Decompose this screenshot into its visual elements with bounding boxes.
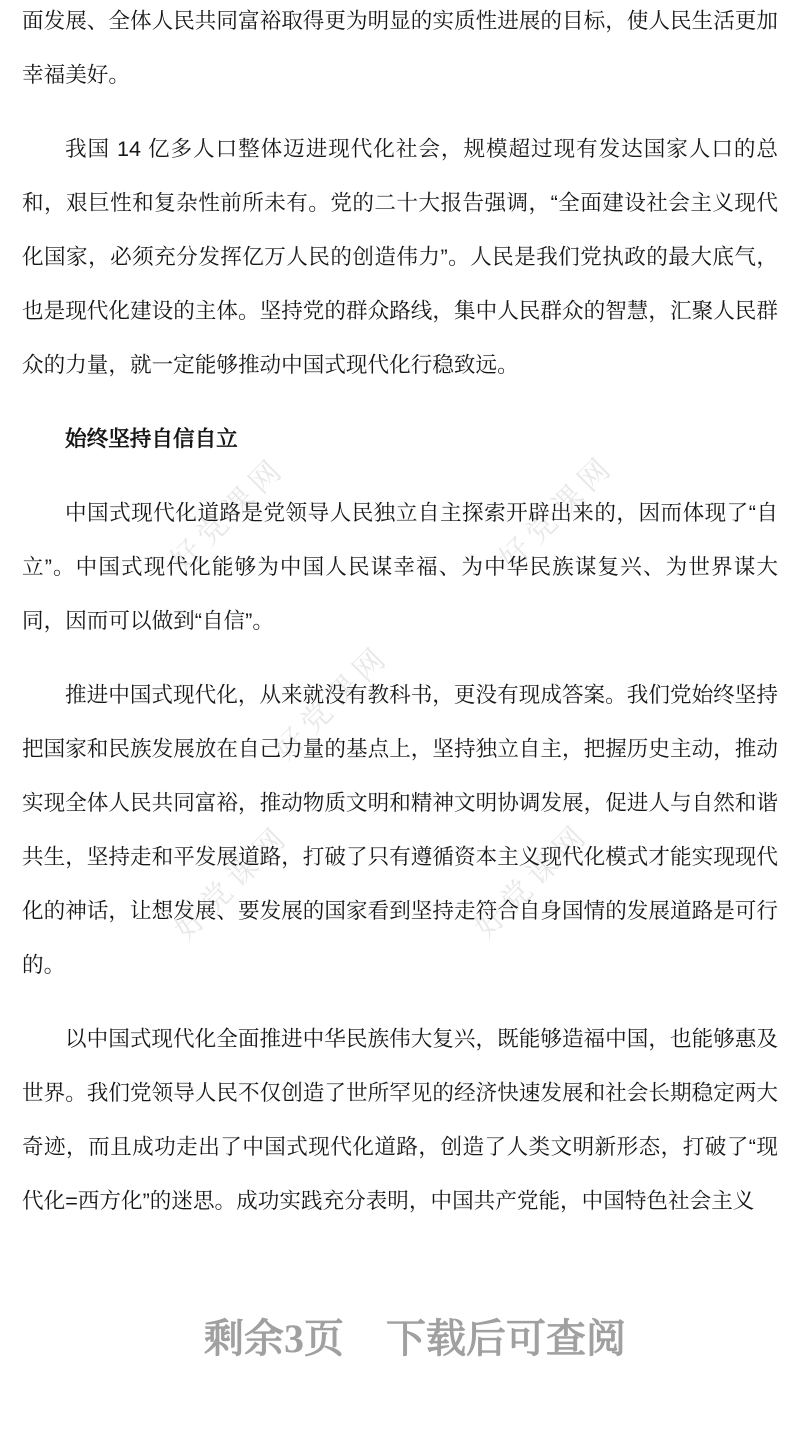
watermark-text: 好党课网: [268, 638, 397, 767]
download-hint-label: 下载后可查阅: [386, 1316, 626, 1361]
download-footer: [15, 1316, 800, 1362]
paragraph: 以中国式现代化全面推进中华民族伟大复兴，既能够造福中国，也能够惠及世界。我们党领导人民不仅创造了世所罕见的经济快速发展和社会长期稳定两大奇迹，而且成功走出了中国式现代化道路，创造了人类文明新形态，打破了“现代化=西方化”的迷思。成功实践充分表明，中国共产党能，中国特色社会主义: [22, 1026, 778, 1213]
section-heading: 始终坚持自信自立: [65, 426, 238, 451]
watermark-text: 好党课网: [493, 448, 622, 577]
paragraph: 面发展、全体人民共同富裕取得更为明显的实质性进展的目标，使人民生活更加幸福美好。: [22, 8, 778, 87]
pages-remaining-label: 剩余3页: [204, 1316, 344, 1361]
watermark-text: 好党课网: [468, 816, 597, 945]
paragraph: 我国 14 亿多人口整体迈进现代化社会，规模超过现有发达国家人口的总和，艰巨性和复杂性前所未有。党的二十大报告强调，“全面建设社会主义现代化国家，必须充分发挥亿万人民的创造伟力”。人民是我们党执政的最大底气，也是现代化建设的主体。坚持党的群众路线，集中人民群众的智慧，汇聚人民群众的力量，就一定能够推动中国式现代化行稳致远。: [22, 136, 778, 377]
watermark-text: 好党课网: [168, 818, 297, 947]
paragraph: 推进中国式现代化，从来就没有教科书，更没有现成答案。我们党始终坚持把国家和民族发展放在自己力量的基点上，坚持独立自主，把握历史主动，推动实现全体人民共同富裕，推动物质文明和精神文明协调发展，促进人与自然和谐共生，坚持走和平发展道路，打破了只有遵循资本主义现代化模式才能实现现代化的神话，让想发展、要发展的国家看到坚持走符合自身国情的发展道路是可行的。: [22, 682, 778, 977]
watermark-text: 好党课网: [164, 450, 293, 579]
paragraph: 中国式现代化道路是党领导人民独立自主探索开辟出来的，因而体现了“自立”。中国式现代化能够为中国人民谋幸福、为中华民族谋复兴、为世界谋大同，因而可以做到“自信”。: [22, 500, 778, 633]
